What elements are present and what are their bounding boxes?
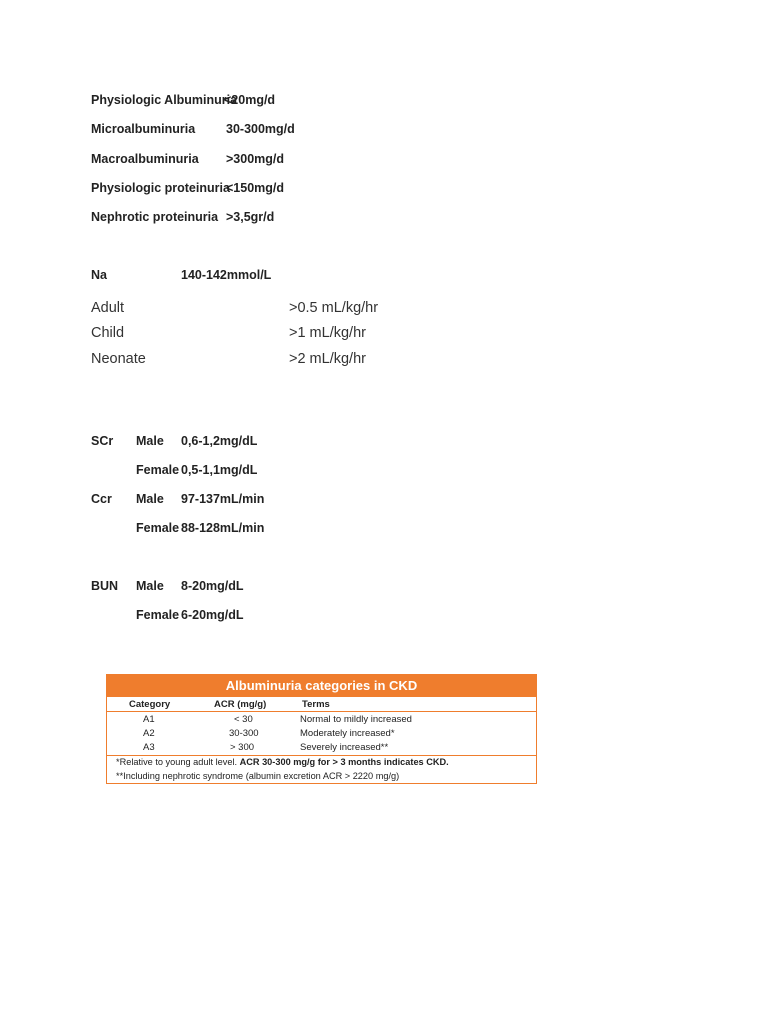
neonate-label: Neonate <box>91 351 146 367</box>
row-a3-terms: Severely increased** <box>300 742 389 753</box>
scr-female-label: Female <box>136 463 180 477</box>
physiologic-proteinuria-value: <150mg/d <box>226 181 285 195</box>
nephrotic-proteinuria-label: Nephrotic proteinuria <box>91 210 219 224</box>
child-value: >1 mL/kg/hr <box>289 325 366 341</box>
ckd-albuminuria-table <box>106 674 537 784</box>
bun-male-value: 8-20mg/dL <box>181 579 244 593</box>
adult-label: Adult <box>91 300 125 316</box>
ccr-male-value: 97-137mL/min <box>181 492 265 506</box>
scr-label: SCr <box>91 434 114 448</box>
header-category: Category <box>129 699 171 710</box>
footnote-1-plain: *Relative to young adult level. <box>116 757 238 767</box>
ccr-female-label: Female <box>136 521 180 535</box>
header-acr: ACR (mg/g) <box>214 699 267 710</box>
macroalbuminuria-label: Macroalbuminuria <box>91 152 199 166</box>
row-a2-terms: Moderately increased* <box>300 728 395 739</box>
scr-male-label: Male <box>136 434 164 448</box>
row-a1-acr: < 30 <box>234 714 253 725</box>
ccr-label: Ccr <box>91 492 112 506</box>
physiologic-albuminuria-value: <20mg/d <box>224 93 276 107</box>
microalbuminuria-value: 30-300mg/d <box>226 122 295 136</box>
row-a1-category: A1 <box>143 714 155 725</box>
row-a3-category: A3 <box>143 742 155 753</box>
ccr-male-label: Male <box>136 492 164 506</box>
scr-male-value: 0,6-1,2mg/dL <box>181 434 258 448</box>
row-a1-terms: Normal to mildly increased <box>300 714 412 725</box>
physiologic-proteinuria-label: Physiologic proteinuria <box>91 181 230 195</box>
row-a2-acr: 30-300 <box>229 728 259 739</box>
header-rule <box>107 711 536 712</box>
header-terms: Terms <box>302 699 330 710</box>
footnote-2: **Including nephrotic syndrome (albumin excretion ACR > 2220 mg/g) <box>116 771 400 781</box>
macroalbuminuria-value: >300mg/d <box>226 152 285 166</box>
table-title: Albuminuria categories in CKD <box>107 675 536 697</box>
adult-value: >0.5 mL/kg/hr <box>289 300 379 316</box>
child-label: Child <box>91 325 125 341</box>
neonate-value: >2 mL/kg/hr <box>289 351 366 367</box>
bun-female-label: Female <box>136 608 180 622</box>
bun-female-value: 6-20mg/dL <box>181 608 244 622</box>
sodium-value: 140-142mmol/L <box>181 268 272 282</box>
footer-rule <box>107 755 536 756</box>
bun-label: BUN <box>91 579 119 593</box>
row-a2-category: A2 <box>143 728 155 739</box>
row-a3-acr: > 300 <box>230 742 255 753</box>
nephrotic-proteinuria-value: >3,5gr/d <box>226 210 275 224</box>
footnote-1-bold: ACR 30-300 mg/g for > 3 months indicates CKD. <box>239 757 449 767</box>
bun-male-label: Male <box>136 579 164 593</box>
physiologic-albuminuria-label: Physiologic Albuminuria <box>91 93 238 107</box>
microalbuminuria-label: Microalbuminuria <box>91 122 196 136</box>
sodium-label: Na <box>91 268 107 282</box>
ccr-female-value: 88-128mL/min <box>181 521 265 535</box>
scr-female-value: 0,5-1,1mg/dL <box>181 463 258 477</box>
footnote-1 <box>116 757 449 767</box>
